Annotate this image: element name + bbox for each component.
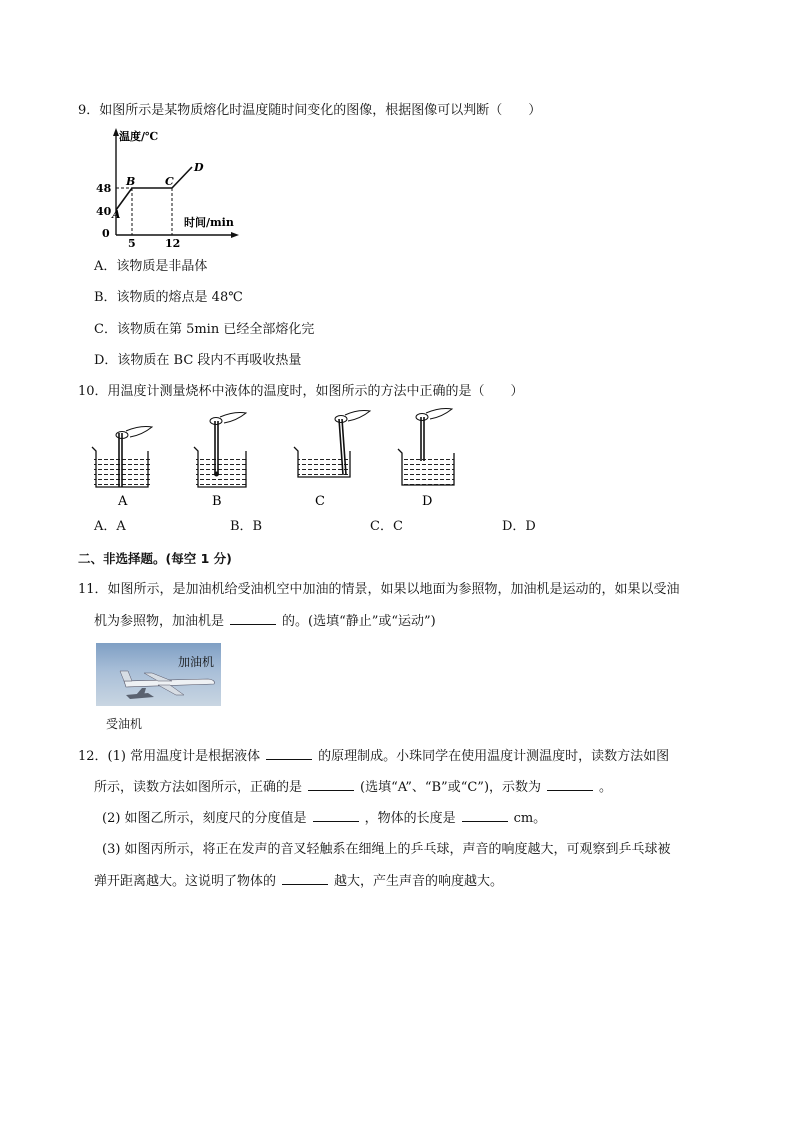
- q11-line2: [94, 612, 436, 631]
- beaker-d: [398, 409, 454, 510]
- q12-l3c: cm。: [513, 811, 547, 826]
- q12-blank-2: [308, 778, 354, 791]
- point-b-label: B: [126, 175, 136, 188]
- q12-blank-5: [462, 809, 508, 822]
- x-tick-12: 12: [165, 237, 181, 250]
- q12-l3b: ，物体的长度是: [364, 811, 456, 826]
- q12-l2a: 所示，读数方法如图所示，正确的是: [94, 780, 303, 795]
- q10-option-c: C．C: [370, 519, 403, 534]
- x-tick-5: 5: [128, 237, 136, 250]
- q12-line5: [94, 872, 503, 891]
- q11-blank: [230, 612, 276, 625]
- q9-melting-graph: [92, 125, 242, 250]
- svg-text:C: C: [315, 494, 325, 509]
- point-d-label: D: [194, 161, 204, 174]
- receiver-label: 受油机: [106, 717, 143, 731]
- q12-l1b: 的原理制成。小珠同学在使用温度计测温度时，读数方法如图: [318, 749, 670, 764]
- q12-l5a: 弹开距离越大。这说明了物体的: [94, 874, 277, 889]
- q11-line2-before: 机为参照物，加油机是: [94, 614, 225, 629]
- point-c-label: C: [165, 175, 174, 188]
- q12-line1: [78, 747, 669, 766]
- q12-l1a: 12．(1) 常用温度计是根据液体: [78, 749, 261, 764]
- y-tick-48: 48: [96, 182, 112, 195]
- refueling-photo: [96, 643, 221, 706]
- q9-option-a: A．该物质是非晶体: [94, 259, 208, 274]
- q10-option-a: A．A: [94, 519, 126, 534]
- q12-line3: [102, 809, 546, 828]
- q12-l3a: (2) 如图乙所示，刻度尺的分度值是: [102, 811, 307, 826]
- q12-line4: (3) 如图丙所示，将正在发声的音叉轻触系在细绳上的乒乓球，声音的响度越大，可观察到乒乓球被: [102, 842, 671, 857]
- q9-option-c: C．该物质在第 5min 已经全部熔化完: [94, 322, 315, 337]
- q12-blank-3: [547, 778, 593, 791]
- q11-line1: 11．如图所示，是加油机给受油机空中加油的情景，如果以地面为参照物，加油机是运动的，如果以受油: [78, 582, 680, 597]
- y-axis-label: 温度/℃: [119, 130, 159, 143]
- svg-text:A: A: [118, 494, 128, 509]
- beaker-c: [294, 411, 370, 510]
- beaker-b: [194, 413, 248, 510]
- q10-stem: 10．用温度计测量烧杯中液体的温度时，如图所示的方法中正确的是（ ）: [78, 384, 524, 399]
- q12-blank-6: [282, 872, 328, 885]
- tanker-label: 加油机: [178, 655, 215, 669]
- point-a-label: A: [112, 208, 121, 221]
- q12-line2: [94, 778, 612, 797]
- q12-blank-4: [313, 809, 359, 822]
- q12-l5b: 越大，产生声音的响度越大。: [334, 874, 504, 889]
- q9-stem: 9．如图所示是某物质熔化时温度随时间变化的图像，根据图像可以判断（ ）: [78, 103, 542, 118]
- svg-text:B: B: [212, 494, 222, 509]
- x-axis-label: 时间/min: [184, 216, 234, 229]
- section-title: 二、非选择题。(每空 1 分): [78, 551, 232, 566]
- q10-option-d: D．D: [502, 519, 536, 534]
- q12-l2b: (选填“A”、“B”或“C”)，示数为: [360, 780, 542, 795]
- q11-line2-after: 的。(选填“静止”或“运动”): [282, 614, 436, 629]
- q9-option-d: D．该物质在 BC 段内不再吸收热量: [94, 353, 302, 368]
- y-tick-40: 40: [96, 205, 112, 218]
- q10-thermometer-figures: [86, 407, 466, 511]
- origin-label: 0: [102, 227, 110, 240]
- beaker-a: [92, 427, 152, 510]
- svg-text:D: D: [422, 494, 433, 509]
- q12-blank-1: [266, 747, 312, 760]
- q9-option-b: B．该物质的熔点是 48℃: [94, 290, 243, 305]
- q10-option-b: B．B: [230, 519, 263, 534]
- x-axis-arrow: [231, 232, 239, 238]
- q12-l2c: 。: [599, 780, 613, 795]
